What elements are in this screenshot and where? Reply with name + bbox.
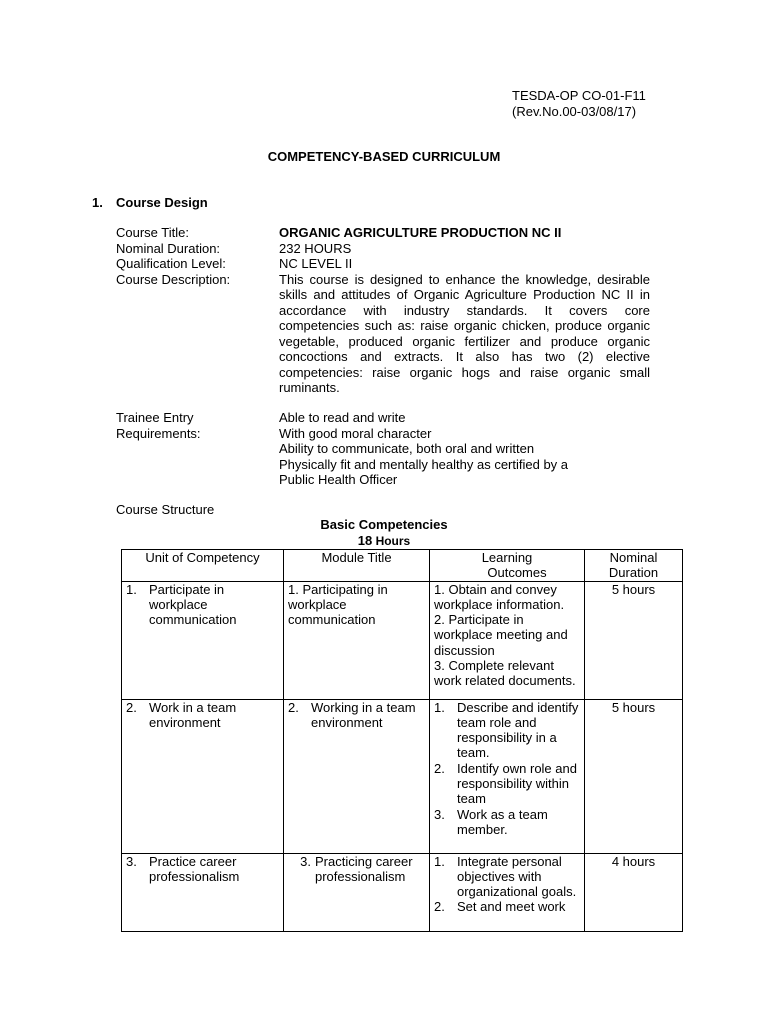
unit-number: 3. xyxy=(126,853,137,869)
outcomes-cell xyxy=(430,853,585,931)
course-description-value: This course is designed to enhance the knowledge, desirable skills and attitudes of Organic Agriculture Production NC II in accordance with industry standards. It covers core competencies such as: raise organic chicken, produce organic vegetable, produced organic fertilizer and produce organic concoctions and extracts. It also has two (2) elective competencies: raise organic hogs and raise organic small ruminants. xyxy=(279,271,650,395)
outcome-number: 2. xyxy=(434,760,445,776)
requirement-item: Public Health Officer xyxy=(279,472,398,487)
table-row xyxy=(122,699,683,853)
unit-title: Work in a team environment xyxy=(149,699,237,730)
unit-number: 1. xyxy=(126,581,137,597)
trainee-requirements-list xyxy=(279,410,650,488)
header-module-title: Module Title xyxy=(284,550,430,582)
basic-hours-unit: Hours xyxy=(375,534,411,548)
basic-competencies-table xyxy=(121,549,683,932)
course-description-row xyxy=(116,272,650,396)
qualification-level-value: NC LEVEL II xyxy=(279,256,353,271)
unit-title: Practice career professionalism xyxy=(149,853,240,884)
table-row xyxy=(122,581,683,699)
course-title-row xyxy=(116,225,650,241)
outcomes-cell xyxy=(430,699,585,853)
learning-outcome: 2. Participate in workplace meeting and discussion xyxy=(434,612,568,658)
trainee-entry-label-line1: Trainee Entry xyxy=(116,410,194,425)
requirement-item: Ability to communicate, both oral and written xyxy=(279,441,535,456)
unit-number: 2. xyxy=(126,699,137,715)
form-code-line1: TESDA-OP CO-01-F11 xyxy=(512,88,646,103)
header-learning-outcomes xyxy=(430,550,585,582)
module-cell xyxy=(284,853,430,931)
module-title: Working in a team environment xyxy=(311,699,416,730)
learning-outcome xyxy=(434,761,580,807)
trainee-entry-label-line2: Requirements: xyxy=(116,425,201,441)
table-row xyxy=(122,853,683,931)
header-nominal-duration-line1: Nominal xyxy=(609,550,658,565)
outcomes-cell xyxy=(430,581,585,699)
module-number: 2. xyxy=(288,699,299,715)
course-fields xyxy=(116,225,650,396)
unit-cell xyxy=(122,853,284,931)
duration-cell: 5 hours xyxy=(585,699,683,853)
section-heading xyxy=(92,195,208,210)
table-header-row xyxy=(122,550,683,582)
module-cell xyxy=(284,581,430,699)
requirement-item: Physically fit and mentally healthy as certified by a xyxy=(279,456,569,472)
form-code xyxy=(512,88,646,120)
section-title: Course Design xyxy=(116,195,208,210)
trainee-entry-label xyxy=(116,410,279,488)
unit-title: Participate in workplace communication xyxy=(149,581,237,628)
module-number: 3. xyxy=(300,853,311,869)
requirement-item: With good moral character xyxy=(279,425,432,441)
course-title-value: ORGANIC AGRICULTURE PRODUCTION NC II xyxy=(279,225,562,240)
outcome-number: 1. xyxy=(434,699,445,715)
outcome-text: Identify own role and responsibility within team xyxy=(457,760,577,807)
learning-outcome xyxy=(434,854,580,900)
module-title: Practicing career professionalism xyxy=(315,853,413,884)
outcome-text: Work as a team member. xyxy=(457,806,548,837)
unit-cell xyxy=(122,699,284,853)
learning-outcome xyxy=(434,700,580,761)
learning-outcome xyxy=(434,807,580,838)
header-learning-outcomes-line1: Learning xyxy=(481,550,533,565)
unit-cell xyxy=(122,581,284,699)
duration-cell: 5 hours xyxy=(585,581,683,699)
nominal-duration-row xyxy=(116,241,650,257)
outcome-number: 1. xyxy=(434,853,445,869)
header-nominal-duration xyxy=(585,550,683,582)
outcome-text: Integrate personal objectives with organizational goals. xyxy=(457,853,577,900)
course-title-label: Course Title: xyxy=(116,225,189,240)
outcome-number: 3. xyxy=(434,806,445,822)
module-cell xyxy=(284,699,430,853)
form-code-line2: (Rev.No.00-03/08/17) xyxy=(512,104,637,119)
learning-outcome xyxy=(434,899,580,914)
outcome-text: Describe and identify team role and responsibility in a team. xyxy=(457,699,579,761)
outcome-text: Set and meet work xyxy=(457,899,566,915)
module-title: 1. Participating in workplace communication xyxy=(288,581,388,628)
duration-cell: 4 hours xyxy=(585,853,683,931)
qualification-level-row xyxy=(116,256,650,272)
learning-outcome: 1. Obtain and convey workplace information. xyxy=(434,581,565,612)
requirement-item: Able to read and write xyxy=(279,410,406,425)
section-number: 1. xyxy=(92,195,103,210)
basic-hours-number: 18 xyxy=(357,533,373,548)
document-title: COMPETENCY-BASED CURRICULUM xyxy=(267,149,501,164)
header-nominal-duration-line2: Duration xyxy=(608,565,659,581)
basic-competencies-hours xyxy=(0,533,768,548)
header-learning-outcomes-line2: Outcomes xyxy=(487,565,547,581)
qualification-level-label: Qualification Level: xyxy=(116,256,226,271)
outcome-number: 2. xyxy=(434,899,445,915)
basic-competencies-title: Basic Competencies xyxy=(320,517,448,532)
learning-outcome: 3. Complete relevant work related documents. xyxy=(434,658,576,689)
nominal-duration-value: 232 HOURS xyxy=(279,240,352,256)
header-unit-of-competency: Unit of Competency xyxy=(122,550,284,582)
course-structure-label: Course Structure xyxy=(116,502,215,517)
course-description-label: Course Description: xyxy=(116,271,231,287)
trainee-entry-requirements xyxy=(116,410,650,488)
nominal-duration-label: Nominal Duration: xyxy=(116,240,221,256)
